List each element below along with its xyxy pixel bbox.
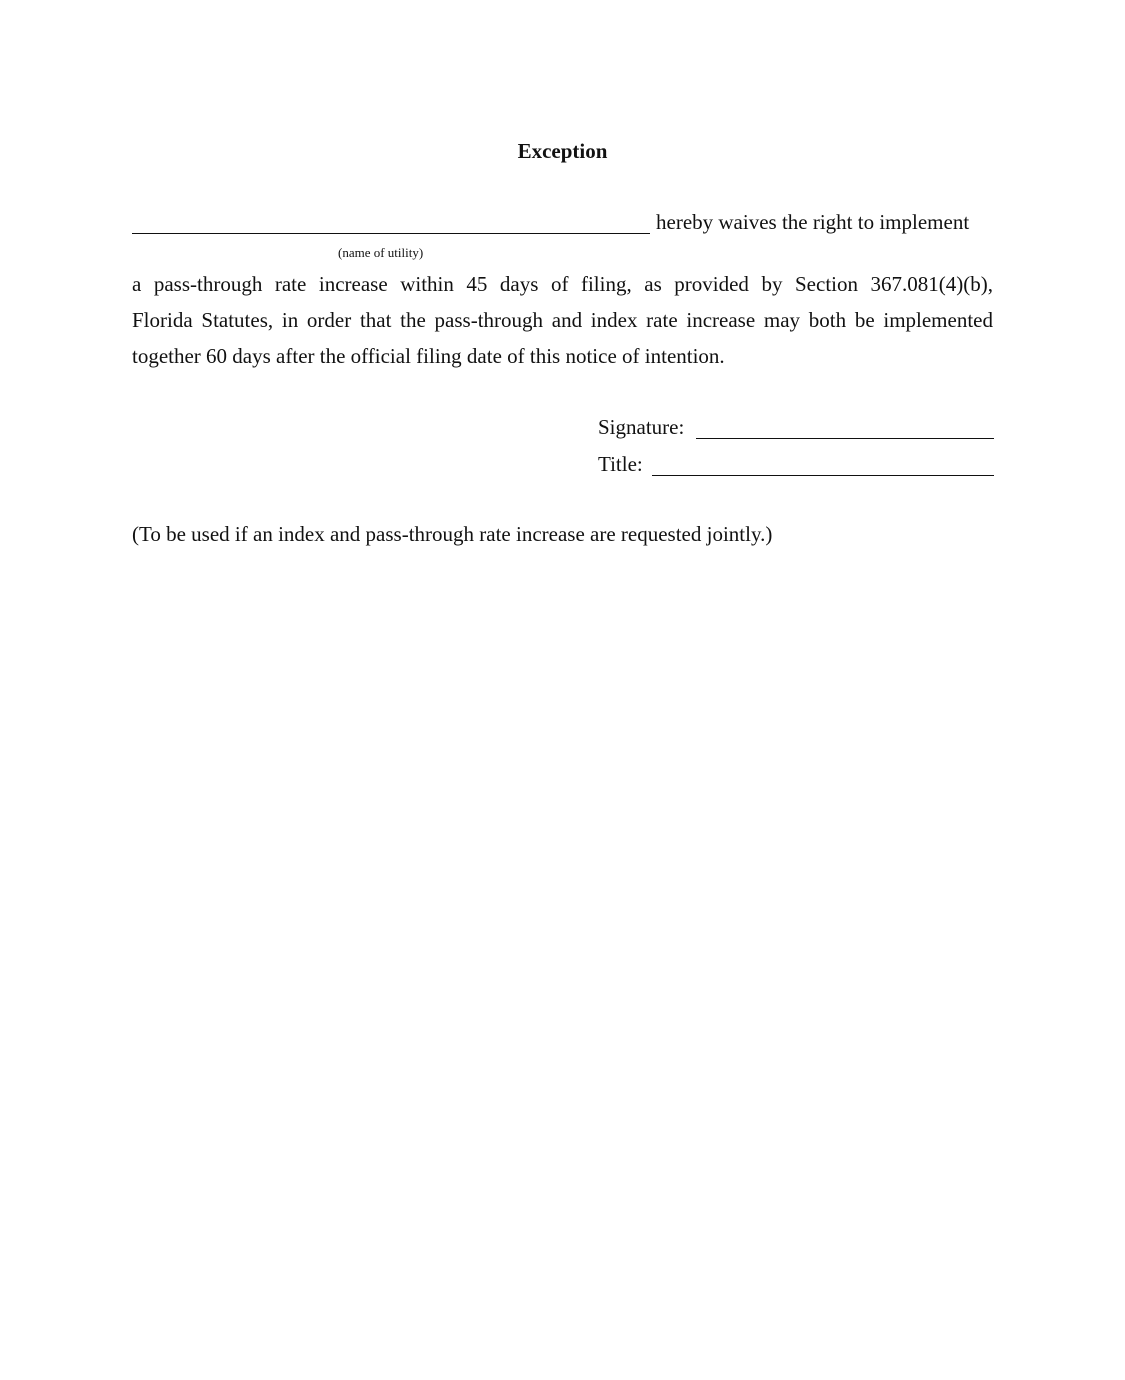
waiver-text: hereby waives the right to implement	[656, 210, 970, 234]
body-line: together 60 days after the official filing date of this notice of intention.	[132, 344, 725, 368]
usage-note: (To be used if an index and pass-through rate increase are requested jointly.)	[132, 522, 773, 546]
title-row	[598, 450, 994, 480]
document-title: Exception	[517, 139, 608, 163]
title-blank[interactable]	[652, 475, 994, 476]
body-line: a pass-through rate increase within 45 days of filing, as provided by Section 367.081(4)(b),	[132, 272, 993, 296]
body-line: Florida Statutes, in order that the pass-through and index rate increase may both be implemented	[132, 308, 993, 332]
signature-row	[598, 413, 994, 443]
utility-waiver-line	[132, 208, 994, 238]
signature-blank[interactable]	[696, 438, 994, 439]
signature-label: Signature:	[598, 415, 685, 439]
utility-name-blank[interactable]	[132, 233, 650, 234]
utility-name-caption: (name of utility)	[338, 245, 424, 260]
title-label: Title:	[598, 452, 643, 476]
body-paragraph	[132, 266, 993, 374]
